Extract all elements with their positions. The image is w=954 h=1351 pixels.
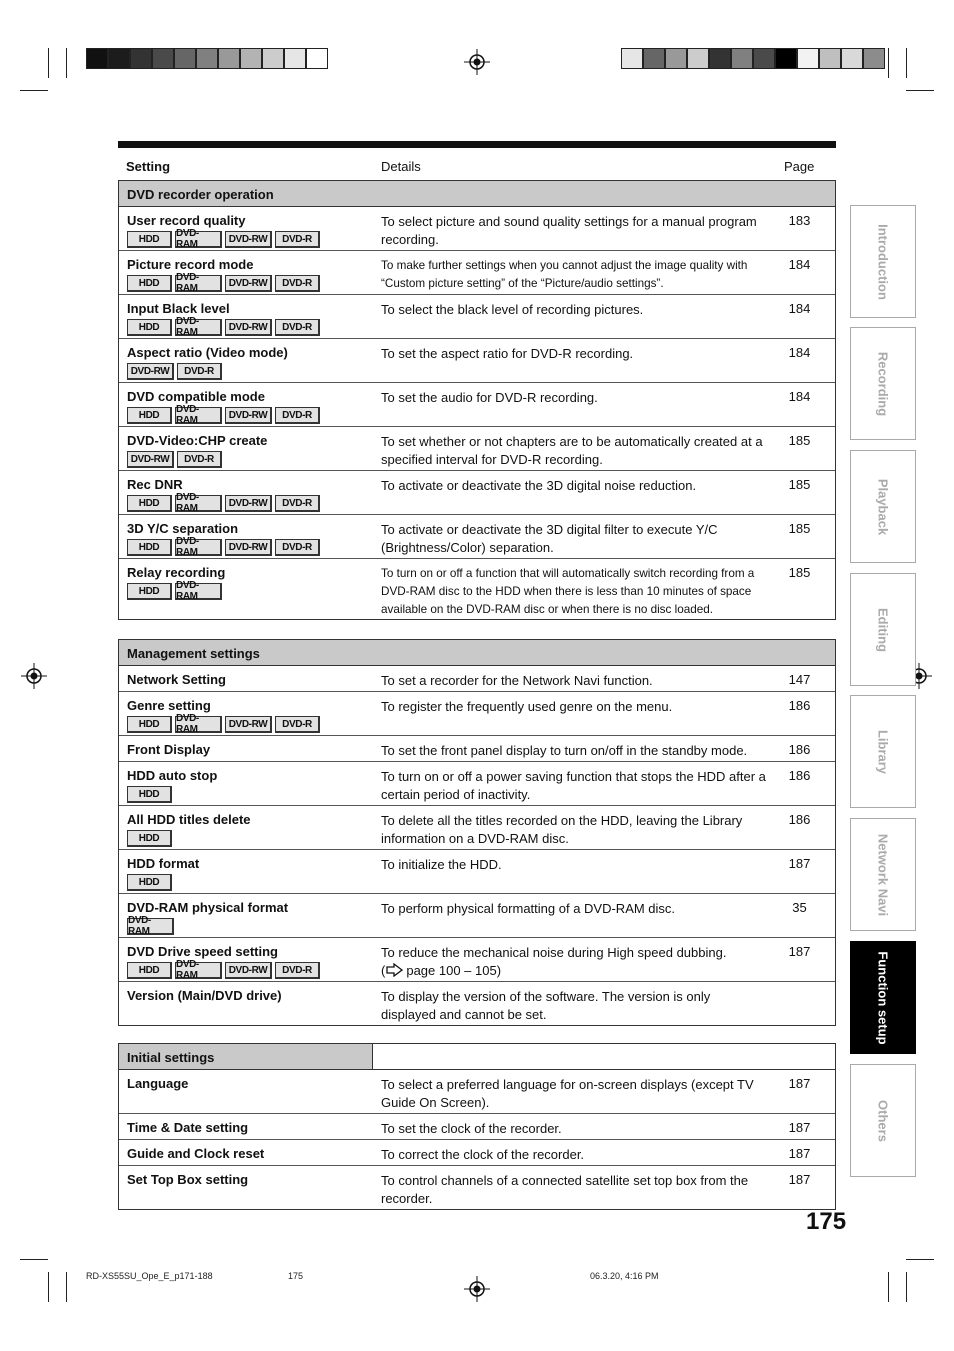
- details-text: To set the audio for DVD-R recording.: [381, 390, 598, 405]
- setting-details: [381, 389, 766, 407]
- table-row: [119, 339, 835, 383]
- badge-dvd-rw: DVD-RW: [225, 495, 272, 512]
- setting-details: [381, 1120, 766, 1138]
- badge-dvd-rw: DVD-RW: [225, 231, 272, 248]
- details-text: To reduce the mechanical noise during High speed dubbing.: [381, 945, 727, 960]
- color-swatch: [643, 48, 665, 69]
- side-tab-introduction[interactable]: [850, 205, 916, 318]
- page-ref: 147: [788, 672, 811, 687]
- setting-details: [381, 856, 766, 874]
- table-row: [119, 736, 835, 762]
- color-swatch: [753, 48, 775, 69]
- media-badges: [127, 404, 320, 426]
- setting-name: All HDD titles delete: [127, 812, 251, 827]
- side-tab-library[interactable]: [850, 695, 916, 808]
- media-badges: [127, 713, 320, 735]
- table-row: [119, 1070, 835, 1114]
- page-ref: 184: [788, 257, 811, 272]
- table-row: [119, 850, 835, 894]
- badge-dvd-r: DVD-R: [275, 231, 320, 248]
- badge-dvd-ram: DVD-RAM: [127, 918, 174, 935]
- table-row: [119, 692, 835, 736]
- side-tab-label: Library: [875, 729, 891, 774]
- badge-dvd-rw: DVD-RW: [127, 363, 174, 380]
- page-ref: 187: [788, 944, 811, 959]
- setting-details: [381, 345, 766, 363]
- side-tab-function-setup[interactable]: [850, 941, 916, 1054]
- side-tab-playback[interactable]: [850, 450, 916, 563]
- badge-dvd-r: DVD-R: [275, 716, 320, 733]
- media-badges: [127, 915, 174, 937]
- table-header: [118, 155, 836, 179]
- media-badges: [127, 272, 320, 294]
- details-text: To control channels of a connected satellite set top box from the recorder.: [381, 1173, 749, 1206]
- footer-date: 06.3.20, 4:16 PM: [590, 1271, 659, 1281]
- details-text: To activate or deactivate the 3D digital noise reduction.: [381, 478, 697, 493]
- details-text: To set the front panel display to turn on/off in the standby mode.: [381, 743, 748, 758]
- crop-mark: [66, 48, 67, 78]
- page-ref: 185: [788, 521, 811, 536]
- side-tab-label: Network Navi: [875, 833, 891, 916]
- color-swatch: [240, 48, 262, 69]
- media-badges: [127, 874, 172, 891]
- page-ref: 187: [788, 1120, 811, 1135]
- setting-name: Language: [127, 1076, 189, 1091]
- header-page: Page: [784, 159, 815, 174]
- section-title: Management settings: [119, 640, 835, 666]
- setting-details: [381, 213, 766, 248]
- badge-dvd-ram: DVD-RAM: [175, 407, 222, 424]
- setting-name: DVD-RAM physical format: [127, 900, 289, 915]
- setting-name: Version (Main/DVD drive): [127, 988, 282, 1003]
- crop-mark: [906, 1259, 934, 1260]
- side-tab-others[interactable]: [850, 1064, 916, 1177]
- table-row: [119, 383, 835, 427]
- table-row: [119, 894, 835, 938]
- color-swatch: [306, 48, 328, 69]
- color-swatch: [196, 48, 218, 69]
- color-swatch: [86, 48, 108, 69]
- badge-dvd-rw: DVD-RW: [225, 539, 272, 556]
- registration-mark-icon: [464, 49, 490, 75]
- setting-details: [381, 477, 766, 495]
- paren: (: [381, 962, 386, 978]
- setting-details: [381, 301, 766, 319]
- badge-hdd: HDD: [127, 495, 172, 512]
- setting-name: 3D Y/C separation: [127, 521, 239, 536]
- color-swatch: [665, 48, 687, 69]
- registration-mark-icon: [464, 1276, 490, 1302]
- side-tab-editing[interactable]: [850, 573, 916, 686]
- section-title: DVD recorder operation: [119, 181, 835, 207]
- details-text: To select the black level of recording pictures.: [381, 302, 644, 317]
- page-ref: 185: [788, 565, 811, 580]
- badge-hdd: HDD: [127, 319, 172, 336]
- table-row: [119, 1166, 835, 1209]
- setting-name: Genre setting: [127, 698, 211, 713]
- table-row: [119, 207, 835, 251]
- page-ref: 184: [788, 345, 811, 360]
- setting-details: [381, 1146, 766, 1164]
- setting-name: Aspect ratio (Video mode): [127, 345, 288, 360]
- page-ref: 187: [788, 1172, 811, 1187]
- crop-mark: [48, 1272, 49, 1302]
- badge-dvd-rw: DVD-RW: [127, 451, 174, 468]
- details-text: To correct the clock of the recorder.: [381, 1147, 585, 1162]
- details-text: To set a recorder for the Network Navi function.: [381, 673, 653, 688]
- header-details: Details: [381, 159, 421, 174]
- badge-hdd: HDD: [127, 716, 172, 733]
- details-text: To activate or deactivate the 3D digital filter to execute Y/C (Brightness/Color) separation.: [381, 522, 718, 555]
- page-ref: 185: [788, 477, 811, 492]
- details-text: To turn on or off a power saving function that stops the HDD after a certain period of inactivity.: [381, 769, 766, 802]
- badge-dvd-r: DVD-R: [275, 275, 320, 292]
- setting-details: [381, 944, 766, 979]
- color-swatch: [284, 48, 306, 69]
- side-tab-label: Editing: [875, 607, 891, 652]
- table-row: [119, 471, 835, 515]
- setting-details: [381, 988, 766, 1023]
- registration-mark-icon: [21, 663, 47, 689]
- right-color-calibration-bar: [621, 48, 885, 69]
- badge-dvd-ram: DVD-RAM: [175, 583, 222, 600]
- color-swatch: [797, 48, 819, 69]
- section-dvd-recorder-operation: [118, 180, 836, 620]
- page-ref: 183: [788, 213, 811, 228]
- setting-name: Guide and Clock reset: [127, 1146, 265, 1161]
- badge-dvd-rw: DVD-RW: [225, 319, 272, 336]
- side-tab-label: Others: [875, 1099, 891, 1142]
- details-text: To initialize the HDD.: [381, 857, 502, 872]
- badge-dvd-ram: DVD-RAM: [175, 962, 222, 979]
- badge-dvd-r: DVD-R: [177, 451, 222, 468]
- setting-details: [381, 742, 766, 760]
- badge-dvd-ram: DVD-RAM: [175, 716, 222, 733]
- details-text: To make further settings when you cannot adjust the image quality with “Custom picture setting” of the “Picture/audio settings”.: [381, 259, 748, 290]
- setting-details: [381, 433, 766, 468]
- setting-details: [381, 900, 766, 918]
- crop-mark: [888, 1272, 889, 1302]
- footer-file: RD-XS55SU_Ope_E_p171-188: [86, 1271, 213, 1281]
- badge-hdd: HDD: [127, 539, 172, 556]
- media-badges: [127, 536, 320, 558]
- badge-dvd-ram: DVD-RAM: [175, 539, 222, 556]
- setting-name: User record quality: [127, 213, 246, 228]
- color-swatch: [863, 48, 885, 69]
- badge-dvd-r: DVD-R: [275, 539, 320, 556]
- badge-hdd: HDD: [127, 275, 172, 292]
- crop-mark: [906, 48, 907, 78]
- table-row: [119, 427, 835, 471]
- crop-mark: [20, 1259, 48, 1260]
- media-badges: [127, 786, 172, 803]
- badge-dvd-rw: DVD-RW: [225, 716, 272, 733]
- table-row: [119, 1140, 835, 1166]
- section-initial-settings: [118, 1043, 836, 1210]
- badge-dvd-r: DVD-R: [177, 363, 222, 380]
- table-row: [119, 515, 835, 559]
- setting-name: Network Setting: [127, 672, 226, 687]
- setting-name: DVD Drive speed setting: [127, 944, 278, 959]
- page-ref: 186: [788, 812, 811, 827]
- media-badges: [127, 228, 320, 250]
- badge-hdd: HDD: [127, 786, 172, 803]
- color-swatch: [731, 48, 753, 69]
- setting-details: [381, 565, 766, 619]
- badge-dvd-r: DVD-R: [275, 962, 320, 979]
- color-swatch: [174, 48, 196, 69]
- color-swatch: [841, 48, 863, 69]
- badge-hdd: HDD: [127, 407, 172, 424]
- color-swatch: [819, 48, 841, 69]
- crop-mark: [20, 90, 48, 91]
- details-text: To turn on or off a function that will automatically switch recording from a DVD-RAM disc to the HDD when there is less than 10 minutes of space available on the DVD-RAM disc or when there is no disc loaded.: [381, 567, 755, 616]
- table-row: [119, 1114, 835, 1140]
- media-badges: [127, 580, 222, 602]
- table-row: [119, 295, 835, 339]
- page-ref: 186: [788, 742, 811, 757]
- page-ref: 184: [788, 389, 811, 404]
- section-title-fill: [373, 1044, 835, 1070]
- setting-name: Front Display: [127, 742, 211, 757]
- badge-hdd: HDD: [127, 874, 172, 891]
- page-ref: 187: [788, 1146, 811, 1161]
- setting-details: [381, 1172, 766, 1207]
- setting-details: [381, 1076, 766, 1111]
- table-row: [119, 762, 835, 806]
- badge-dvd-ram: DVD-RAM: [175, 231, 222, 248]
- setting-name: Relay recording: [127, 565, 226, 580]
- crop-mark: [906, 90, 934, 91]
- table-row: [119, 666, 835, 692]
- page-number: 175: [806, 1208, 847, 1235]
- details-reference: page 100 – 105): [406, 962, 502, 978]
- setting-name: Input Black level: [127, 301, 230, 316]
- badge-dvd-ram: DVD-RAM: [175, 495, 222, 512]
- page-ref: 187: [788, 856, 811, 871]
- crop-mark: [906, 1272, 907, 1302]
- side-tab-recording[interactable]: [850, 327, 916, 440]
- badge-dvd-ram: DVD-RAM: [175, 275, 222, 292]
- setting-details: [381, 672, 766, 690]
- color-swatch: [130, 48, 152, 69]
- badge-dvd-rw: DVD-RW: [225, 962, 272, 979]
- footer-page: 175: [288, 1271, 304, 1281]
- details-text: To set whether or not chapters are to be automatically created at a specified interval for DVD-R recording.: [381, 434, 763, 467]
- arrow-reference-icon: [386, 963, 403, 977]
- side-tab-network-navi[interactable]: [850, 818, 916, 931]
- page-ref: 184: [788, 301, 811, 316]
- setting-details: [381, 768, 766, 803]
- table-row: [119, 806, 835, 850]
- side-tab-label: Recording: [875, 351, 891, 416]
- table-row: [119, 938, 835, 982]
- left-color-calibration-bar: [86, 48, 328, 69]
- side-tab-label: Playback: [875, 478, 891, 535]
- page-ref: 35: [792, 900, 807, 915]
- header-setting: Setting: [126, 159, 171, 174]
- color-swatch: [687, 48, 709, 69]
- color-swatch: [218, 48, 240, 69]
- details-text: To set the clock of the recorder.: [381, 1121, 562, 1136]
- setting-name: Set Top Box setting: [127, 1172, 249, 1187]
- color-swatch: [108, 48, 130, 69]
- media-badges: [127, 492, 320, 514]
- setting-name: Time & Date setting: [127, 1120, 249, 1135]
- details-text: To perform physical formatting of a DVD-RAM disc.: [381, 901, 676, 916]
- setting-details: [381, 257, 766, 293]
- badge-dvd-rw: DVD-RW: [225, 407, 272, 424]
- details-text: To select a preferred language for on-screen displays (except TV Guide On Screen).: [381, 1077, 754, 1110]
- media-badges: [127, 363, 222, 380]
- setting-name: HDD auto stop: [127, 768, 218, 783]
- media-badges: [127, 959, 320, 981]
- crop-mark: [66, 1272, 67, 1302]
- section-management-settings: [118, 639, 836, 1026]
- media-badges: [127, 451, 222, 468]
- details-text: To select picture and sound quality settings for a manual program recording.: [381, 214, 757, 247]
- color-swatch: [621, 48, 643, 69]
- setting-name: DVD compatible mode: [127, 389, 265, 404]
- details-text: To set the aspect ratio for DVD-R recording.: [381, 346, 634, 361]
- color-swatch: [152, 48, 174, 69]
- badge-dvd-rw: DVD-RW: [225, 275, 272, 292]
- table-row: [119, 251, 835, 295]
- media-badges: [127, 316, 320, 338]
- crop-mark: [48, 48, 49, 78]
- color-swatch: [262, 48, 284, 69]
- badge-dvd-ram: DVD-RAM: [175, 319, 222, 336]
- badge-hdd: HDD: [127, 830, 172, 847]
- details-text: To register the frequently used genre on the menu.: [381, 699, 673, 714]
- page-ref: 187: [788, 1076, 811, 1091]
- badge-dvd-r: DVD-R: [275, 319, 320, 336]
- badge-dvd-r: DVD-R: [275, 407, 320, 424]
- color-swatch: [709, 48, 731, 69]
- setting-details: [381, 521, 766, 556]
- badge-hdd: HDD: [127, 962, 172, 979]
- page-ref: 186: [788, 768, 811, 783]
- setting-name: HDD format: [127, 856, 200, 871]
- table-row: [119, 559, 835, 619]
- top-rule: [118, 141, 836, 148]
- page-ref: 185: [788, 433, 811, 448]
- table-row: [119, 982, 835, 1025]
- details-text: To delete all the titles recorded on the HDD, leaving the Library information on a DVD-RAM disc.: [381, 813, 743, 846]
- details-text: To display the version of the software. The version is only displayed and cannot be set.: [381, 989, 711, 1022]
- setting-name: Picture record mode: [127, 257, 254, 272]
- setting-details: [381, 812, 766, 847]
- media-badges: [127, 830, 172, 847]
- page-ref: 186: [788, 698, 811, 713]
- side-tab-label: Introduction: [875, 223, 891, 300]
- setting-name: DVD-Video:CHP create: [127, 433, 268, 448]
- side-tab-label: Function setup: [875, 950, 891, 1045]
- color-swatch: [775, 48, 797, 69]
- badge-hdd: HDD: [127, 583, 172, 600]
- badge-hdd: HDD: [127, 231, 172, 248]
- badge-dvd-r: DVD-R: [275, 495, 320, 512]
- section-title: Initial settings: [119, 1044, 373, 1070]
- setting-name: Rec DNR: [127, 477, 183, 492]
- setting-details: [381, 698, 766, 716]
- crop-mark: [888, 48, 889, 78]
